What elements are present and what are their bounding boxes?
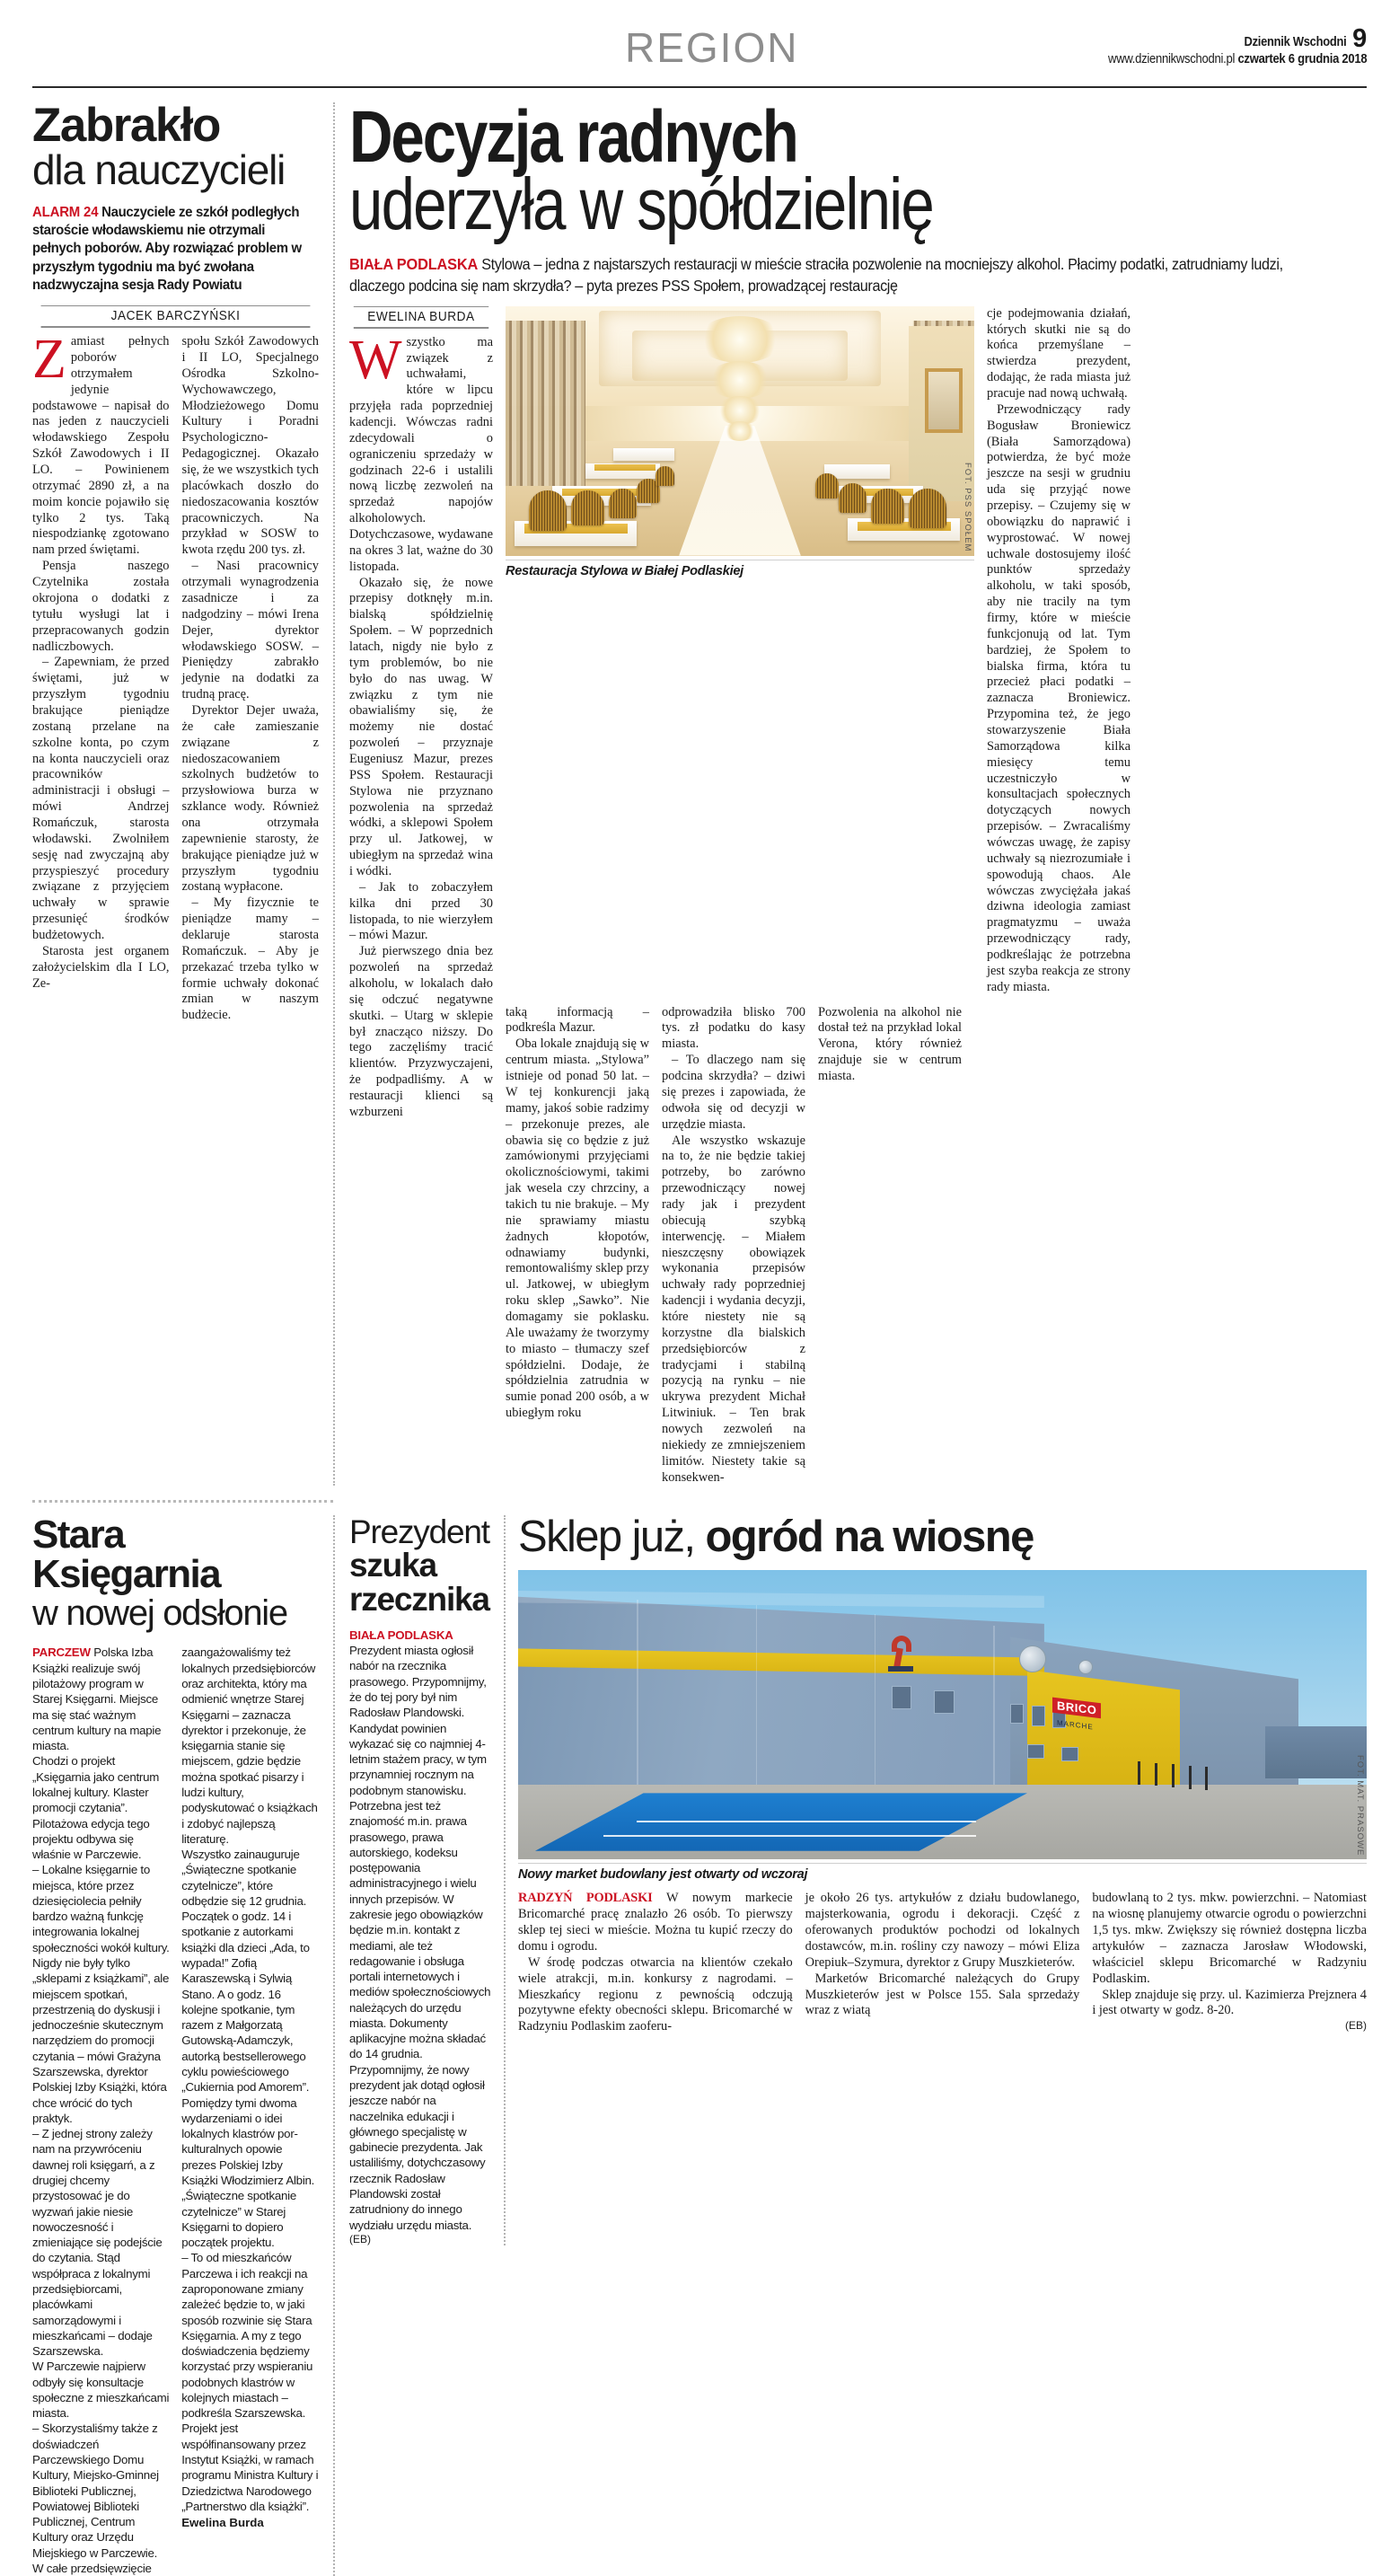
teachers-p8: – My fizycznie te pieniądze mamy – deklaruje starosta Romańczuk. – Aby je przekazać trzeba tylko w formie uchwały dokonać zmian w naszym budżecie. — [181, 895, 319, 1023]
president-p1 — [349, 1628, 493, 2062]
store-headline-light: Sklep już, — [518, 1513, 695, 1562]
vertical-divider-2 — [333, 1515, 335, 2576]
masthead-info — [1079, 24, 1367, 66]
bookshop-col-2 — [181, 1645, 319, 2576]
bookshop-headline-light: w nowej odsłonie — [32, 1593, 287, 1634]
article-store — [518, 1515, 1367, 2245]
building-photo — [518, 1570, 1367, 1859]
gap-1 — [493, 306, 506, 1486]
bottom-right-row — [349, 1515, 1367, 2245]
issue-date: czwartek 6 grudnia 2018 — [1237, 51, 1367, 66]
bookshop-signature: Ewelina Burda — [181, 2516, 264, 2530]
restaurant-photo-caption: Restauracja Stylowa w Białej Podlaskiej — [506, 560, 974, 578]
brico-sign-sub: MARCHE — [1057, 1718, 1094, 1732]
top-body-area — [32, 96, 1367, 1486]
president-headline-bold-2: rzecznika — [349, 1581, 489, 1619]
masthead — [32, 0, 1367, 83]
bookshop-c2-p4: – To od mieszkańców Parczewa i ich reakcji na zaproponowane zmiany zależeć będzie to, w jaki sposób rozwinie się Stara Księgarnia. A my z tego doświadczenia będziemy korzystać przy wspieraniu podobnych klastrów w kolejnych miastach – podkreśla Szarszewska. — [181, 2251, 313, 2421]
president-headline-light: Prezydent — [349, 1513, 489, 1551]
president-end-mark: (EB) — [349, 2232, 371, 2245]
store-columns — [518, 1891, 1367, 2035]
teachers-col-1 — [32, 329, 170, 1024]
bookshop-c1-p1 — [32, 1645, 170, 1753]
teachers-headline-light: dla nauczycieli — [32, 146, 286, 193]
teachers-p6: – Nasi pracownicy otrzymali wynagrodzenia zasadnicze i za nadgodziny – mówi Irena Dejer, dyrektor włodawskiego SOSW. – Pieniędzy zabrakło jedynie na dodatki za trudną pracę. — [181, 559, 319, 702]
main-photo-row — [506, 306, 1367, 996]
building-photo-credit: FOT. MAT. PRASOWE — [1355, 1755, 1365, 1857]
main-lower-cols — [506, 1005, 1367, 1486]
bookshop-headline-bold: Stara Księgarnia — [32, 1513, 220, 1597]
bookshop-c1-p4: – Z jednej strony zależy nam na przywróceniu dawnej roli księgarń, a z drugiej chcemy przystosować je do wyzwań jakie niesie nowoczesność i zmieniające się podejście do czytania. Stąd współpraca z lokalnymi przedsiębiorcami, placówkami samorządowymi i mieszkańcami – dodaje Szarszewska. — [32, 2127, 163, 2359]
bookshop-c2-p2: Wszystko zainauguruje „Świąteczne spotkanie czytelnicze”, które odbędzie się 12 grudnia. Początek o godz. 14 i spotkanie z autorkami książki dla dzieci „Ada, to wypada!” Zofią Karaszewską i Sylwią Stano. A o godz. 16 kolejne spotkanie, tym razem z Małgorzatą Gutowską-Adamczyk, autorką bestsellerowego cyklu powieściowego „Cukiernia pod Amorem”. Pomiędzy tymi dwoma wydarzeniami o idei lokalnych klastrów por-kulturalnych opowie prezes Polskiej Izby Książki Włodzimierz Albin. — [181, 1848, 315, 2187]
paper-url[interactable]: www.dziennikwschodni.pl — [1107, 51, 1235, 66]
main-c4-p2: Przewodniczący rady Bogusław Broniewicz (Biała Samorządowa) potwierdza, że być może jeszcze na sesji w grudniu uda się przyjąć nowe przepisy. – Czujemy się w obowiązku do naprawić i wyprostować. W nowej uchwale dostosujemy ilość punktów sprzedaży alkoholu, w taki sposób, aby nie tracily na tym firmy, które w mieście funkcjonują od lat. Tym bardziej, że Społem to bialska firma, która tu przecież płaci podatki – zaznacza Broniewicz. Przypomina też, że jego stowarzyszenie Biała Samorządowa kilka miesięcy temu uczestniczyło w konsultacjach społecznych dotyczących nowych przepisów. – Zwracaliśmy wówczas uwagę, że zapisy uchwały są niezrozumiałe i spowodują chaos. Ale wówczas zwyciężała jakaś dziwna ideologia zamiast pragmatyzmu – uważa przewodniczący rady, podkreślając że potrzebna jest szyba reakcja ze strony rady miasta. — [987, 401, 1131, 994]
main-c3-p1: odprowadziła blisko 700 tys. zł podatku do kasy miasta. — [662, 1004, 805, 1052]
store-c2-p1: je około 26 tys. artykułów z działu budowlanego, majsterkowania, ogrodu i dekoracji. Część z oferowanych produktów pochodzi od lokalnych dostawców, m.in. rośliny czy nawozy – mówi Eliza Orepiuk–Szymura, dyrektor z Grupy Muszkieterów. — [805, 1891, 1080, 1970]
teachers-columns — [32, 329, 319, 1024]
masthead-rule — [32, 86, 1367, 88]
paper-name: Dziennik Wschodni — [1244, 33, 1347, 49]
bookshop-c2-p3: „Świąteczne spotkanie czytelnicze” w Starej Księgarni to dopiero początek projektu. — [181, 2189, 296, 2250]
main-c3-p3: Ale wszystko wskazuje na to, że nie będzie takiej potrzeby, bo zarówno przewodniczący nowej rady jak i prezydent obiecują szybką interwencję. – Miałem nieszczęsny obowiązek wykonania przepisów uchwały rady poprzedniej kadencji i wydania decyzji, które niestety nie są korzystne dla bialskich przedsiębiorców z tradycjami i stabilną pozycją na rynku – nie ukrywa prezydent Michał Litwiniuk. – Ten brak nowych zezwoleń na niekiedy ze zmniejszeniem limitów. Niestety takie są konsekwen- — [662, 1133, 805, 1485]
vertical-divider-1 — [333, 102, 335, 1486]
store-c3-p1: budowlaną to 2 tys. mkw. powierzchni. – Natomiast na wiosnę planujemy otwarcie ogrodu o powierzchni 1,5 tys. mkw. Zwiększy się również dostępna liczba artykułów – zaznacza Jarosław Włodowski, właściciel sklepu Bricomarché w Radzyniu Podlaskim. — [1092, 1891, 1367, 1986]
bookshop-c2-p1: zaangażowaliśmy też lokalnych przedsiębiorców oraz architekta, który ma odmienić wnętrze Starej Księgarni – zaznacza dyrektor i przekonuje, że księgarnia stanie się miejscem, gdzie będzie można spotkać pisarzy i ludzi kultury, podyskutować o książkach i zdobyć najlepszą literaturę. — [181, 1645, 318, 1846]
restaurant-photo — [506, 306, 974, 556]
main-c4-p3: Pozwolenia na alkohol nie dostał też na przykład lokal Verona, który również znajduje sie w centrum miasta. — [818, 1004, 962, 1084]
main-lede — [349, 254, 1296, 297]
teachers-byline: JACEK BARCZYŃSKI — [41, 305, 311, 328]
store-col-2 — [805, 1891, 1080, 2035]
main-dropcap: W — [349, 329, 402, 391]
article-bookshop — [32, 1515, 333, 2576]
vertical-divider-3 — [504, 1515, 518, 2245]
teachers-city-tag: ALARM 24 — [32, 204, 99, 220]
bookshop-c1-p1-text: Polska Izba Książki realizuje swój pilotażowy program w Starej Księgarni. Miejsce ma się stać ważnym centrum kultury na mapie miasta. — [32, 1645, 162, 1753]
bookshop-c1-p2: Chodzi o projekt „Księgarnia jako centrum lokalnej kultury. Klaster promocji czytania”. Pilotażowa edycja tego projektu odbywa się właśnie w Parczewie. — [32, 1754, 160, 1862]
teachers-headline-bold: Zabrakło — [32, 99, 220, 152]
article-main — [349, 96, 1367, 1486]
teachers-lede-text: Nauczyciele ze szkół podległych staroście włodawskiemu nie otrzymali pełnych poborów. Aby rozwiązać problem w przyszłym tygodniu ma być zwołana nadzwyczajna sesja Rady Powiatu — [32, 204, 302, 293]
main-col-4-bottom — [818, 1005, 962, 1486]
main-col-4-top — [987, 306, 1131, 996]
article-president — [349, 1515, 493, 2245]
bookshop-c2-p5: Projekt jest współfinansowany przez Instytut Książki, w ramach programu Ministra Kultury i Dziedzictwa Narodowego „Partnerstwo dla książki”. — [181, 2422, 319, 2513]
main-c2-p1: taką informacją – podkreśla Mazur. — [506, 1004, 649, 1036]
president-headline-bold-1: szuka — [349, 1547, 436, 1584]
main-c1-p3: – Jak to zobaczyłem kilka dni przed 30 listopada, to nie wierzyłem – mówi Mazur. — [349, 879, 493, 943]
main-col-3 — [662, 1005, 805, 1486]
main-c1-p2: Okazało się, że nowe przepisy dotknęły m.in. bialską spółdzielnię Społem. – W poprzednich latach, nigdy nie było z tym problemów, bo nie było do nas uwag. W związku z tym nie obawialiśmy się, że możemy nie dostać pozwoleń – przyznaje Eugeniusz Mazur, prezes PSS Społem. Restauracji Stylowa nie przyznano pozwolenia na sprzedaż wódki, a sklepowi Społem przy ul. Jatkowej, w ubiegłym na sprzedaż wina i wódki. — [349, 575, 493, 879]
teachers-p2: Pensja naszego Czytelnika została okrojona o dodatki z tytułu wysługi lat i przepracowanych godzin nadliczbowych. — [32, 559, 170, 654]
main-c2-p2: Oba lokale znajdują się w centrum miasta. „Stylowa” istnieje od ponad 50 lat. – W tej konkurencji jaką mamy, jakoś sobie radzimy – przekonuje prezes, ale obawia się co będzie z już zamówionymi przyjęciami okolicznościowymi, takimi jak wesela czy chrzciny, a takich tu nie brakuje. – My nie sprawiamy miastu żadnych kłopotów, odnawiamy budynki, remontowaliśmy sklep przy ul. Jatkowej, w ubiegłym roku sklep „Sawko”. Nie domagamy sie poklasku. Ale uważamy że tworzymy to miasto – tłumaczy szef spółdzielni. Dodaje, że spółdzielnia zatrudnia w sumie ponad 200 osób, a w ubiegłym roku — [506, 1037, 649, 1421]
main-center-stack — [506, 306, 1367, 1486]
teachers-p3: – Zapewniam, że przed świętami, już w przyszłym tygodniu brakujące pieniądze zostaną przelane na szkolne konta, po czym na konta nauczycieli oraz pracowników administracji i obsługi – mówi Andrzej Romańczuk, starosta włodawski. Zwolniłem sesję nad zwyczajną aby przyspieszyć procedury związane z przyjęciem uchwały w sprawie przesunięć środków budżetowych. — [32, 655, 170, 942]
building-photo-block — [518, 1570, 1367, 1882]
left-dot-rule — [32, 1500, 333, 1503]
main-city-tag: BIAŁA PODLASKA — [349, 255, 479, 274]
president-p2: Przypomnijmy, że nowy prezydent jak dotąd ogłosił jeszcze nabór na naczelnika edukacji i głównego specjalistę w gabinecie prezydenta. Jak ustaliliśmy, dotychczasowy rzecznik Radosław Plandowski został zatrudniony do innego wydziału urzędu miasta. — [349, 2062, 486, 2232]
building-photo-caption: Nowy market budowlany jest otwarty od wczoraj — [518, 1863, 1367, 1882]
bookshop-c1-p6: – Skorzystaliśmy także z doświadczeń Parczewskiego Domu Kultury, Miejsko-Gminnej Biblioteki Publicznej, Powiatowej Biblioteki Publicznej, Centrum Kultury oraz Urzędu Miejskiego w Parczewie. W całe przedsięwzięcie — [32, 2422, 159, 2575]
store-headline — [518, 1513, 1367, 1562]
store-roof-logo-icon — [883, 1634, 920, 1675]
store-c1-p1-text: W nowym markecie Bricomarché pracę znalazło 26 osób. To pierwszy sklep tej sieci w mieście. Można tu kupić rzeczy do domu i ogrodu. — [518, 1891, 793, 1954]
store-col-1 — [518, 1891, 793, 2035]
main-content-row — [349, 306, 1367, 1486]
restaurant-photo-credit: FOT. PSS SPOŁEM — [963, 463, 972, 552]
president-p1-text: Prezydent miasta ogłosił nabór na rzecznika prasowego. Przypomnijmy, że do tej pory był nim Radosław Plandowski. Kandydat powinien wykazać się co najmniej 4-letnim stażem pracy, w tym przynamniej rocznym na podobnym stanowisku. Potrzebna jest też znajomość m.in. prawa prasowego, prawa autorskiego, kodeksu postępowania administracyjnego i wielu innych przepisów. W zakresie jego obowiązków będzie m.in. kontakt z mediami, ale też redagowanie i obsługa portali internetowych i mediów społecznościowych należących do urzędu miasta. Dokumenty aplikacyjne można składać do 14 grudnia. — [349, 1644, 491, 2061]
teachers-p5: społu Szkół Zawodowych i II LO, Specjalnego Ośrodka Szkolno-Wychowawczego, Młodzieżowego Domu Kultury i Poradni Psychologiczno-Pedagogicznej. Okazało się, że we wszystkich tych placówkach doszło do niedoszacowania kosztów pracowniczych. Na przykład w SOSW to kwota rzędu 200 tys. zł. — [181, 334, 319, 558]
main-headline-line1: Decyzja radnych — [349, 96, 797, 178]
bookshop-columns — [32, 1645, 319, 2576]
article-teachers — [32, 99, 333, 1486]
bottom-right-area — [349, 1515, 1367, 2576]
bookshop-c1-p3: – Lokalne księgarnie to miejsca, które przez dziesięciolecia pełniły bardzo ważną funkcję integrowania lokalnej społeczności wokół kultury. Nigdy nie były tylko „sklepami z książkami”, ale miejscem spotkań, przestrzenią do dyskusji i jednocześnie skutecznym narzędziem do promocji czytania – mówi Grażyna Szarszewska, dyrektor Polskiej Izby Książki, która chce wrócić do tych praktyk. — [32, 1863, 170, 2125]
teachers-p1: amiast pełnych poborów otrzymałem jedynie podstawowe – napisał do nas jeden z nauczycieli włodawskiego Zespołu Szkół Zawodowych i II LO. – Powinienem otrzymać 2890 zł, a na moim koncie pojawiło się tylko 2 tys. Taką niespodziankę zgotowano nam przed świętami. — [32, 334, 170, 558]
store-c3-p2: Sklep znajduje się przy. ul. Kazimierza Prejznera 4 i jest otwarty w godz. 8-20. — [1092, 1987, 1367, 2018]
main-lede-text: Stylowa – jedna z najstarszych restauracji w mieście straciła pozwolenie na mocniejszy alkohol. Płacimy podatki, zatrudniamy ludzi, dlaczego podcina się nam skrzydła? – pyta prezes PSS Społem, prowadzącej restaurację — [349, 255, 1283, 295]
bookshop-city-tag: PARCZEW — [32, 1645, 91, 1660]
bottom-body-area — [32, 1515, 1367, 2576]
store-city-tag: RADZYŃ PODLASKI — [518, 1891, 653, 1906]
store-c1-p2: W środę podczas otwarcia na klientów czekało wiele atrakcji, m.in. konkursy z nagrodami. – Mieszkańcy regionu z pewnością odczują pozytywne efekty obecności sklepu. Bricomarché w Radzyniu Podlaskim zaoferu- — [518, 1954, 793, 2034]
president-city-tag: BIAŁA PODLASKA — [349, 1628, 453, 1642]
store-end-mark: (EB) — [1344, 2019, 1367, 2033]
brico-sign: BRICO — [1052, 1698, 1101, 1719]
main-byline: EWELINA BURDA — [354, 306, 488, 329]
teachers-p4: Starosta jest organem założycielskim dla I LO, Ze- — [32, 943, 170, 991]
page-number: 9 — [1352, 24, 1367, 53]
store-col-3 — [1092, 1891, 1367, 2035]
teachers-p7: Dyrektor Dejer uważa, że całe zamieszanie związane z niedoszacowaniem szkolnych budżetów to przysłowiowa burza w szklance wody. Również ona otrzymała zapewnienie starosty, że brakujące pieniądze już w przyszłym tygodniu zostaną wypłacone. — [181, 702, 319, 895]
teachers-lede — [32, 204, 307, 295]
bookshop-col-1 — [32, 1645, 170, 2576]
store-c1-p1 — [518, 1891, 793, 1954]
bookshop-c1-p5: W Parczewie najpierw odbyły się konsultacje społeczne z mieszkańcami miasta. — [32, 2360, 170, 2421]
president-body — [349, 1628, 493, 2245]
main-col-2 — [506, 1005, 649, 1486]
teachers-dropcap: Z — [32, 329, 66, 391]
teachers-col-2 — [182, 334, 320, 1024]
section-title: REGION — [625, 24, 799, 71]
main-c4-p1: cje podejmowania działań, których skutki nie są do końca przemyślane – stwierdza prezydent, dodając, że rada miasta już pracuje nad nową uchwałą. — [987, 305, 1131, 401]
restaurant-photo-block — [506, 306, 974, 996]
main-headline-line2: uderzyła w spółdzielnię — [349, 163, 933, 246]
main-col-1 — [349, 306, 493, 1486]
store-headline-bold: ogród na wiosnę — [694, 1513, 1034, 1562]
main-c3-p2: – To dlaczego nam się podcina skrzydła? – dziwi się prezes i zapowiada, że odwoła się od decyzji w urzędzie miasta. — [662, 1053, 805, 1132]
store-c2-p2: Marketów Bricomarché należących do Grupy Muszkieterów jest w Polsce 155. Sala sprzedaży wraz z wiatą — [805, 1971, 1080, 2018]
main-c1-p4: Już pierwszego dnia bez pozwoleń na sprzedaż alkoholu, w lokalach dało się odczuć negatywne skutki. – Utarg w sklepie był znacząco niższy. Do tego zaczęliśmy tracić klientów. Przyzwyczajeni, że podpadliśmy. A w restauracji klienci są wzburzeni — [349, 944, 493, 1119]
main-c1-p1: szystko ma związek z uchwałami, które w lipcu przyjęła rada poprzedniej kadencji. Wówczas radni zdecydowali o ograniczeniu sprzedaży w godzinach 22-6 i ustalili nową liczbę zezwoleń na sprzedaż napojów alkoholowych. Dotychczasowe, wydawane na okres 3 lat, ważne do 30 listopada. — [349, 334, 493, 574]
